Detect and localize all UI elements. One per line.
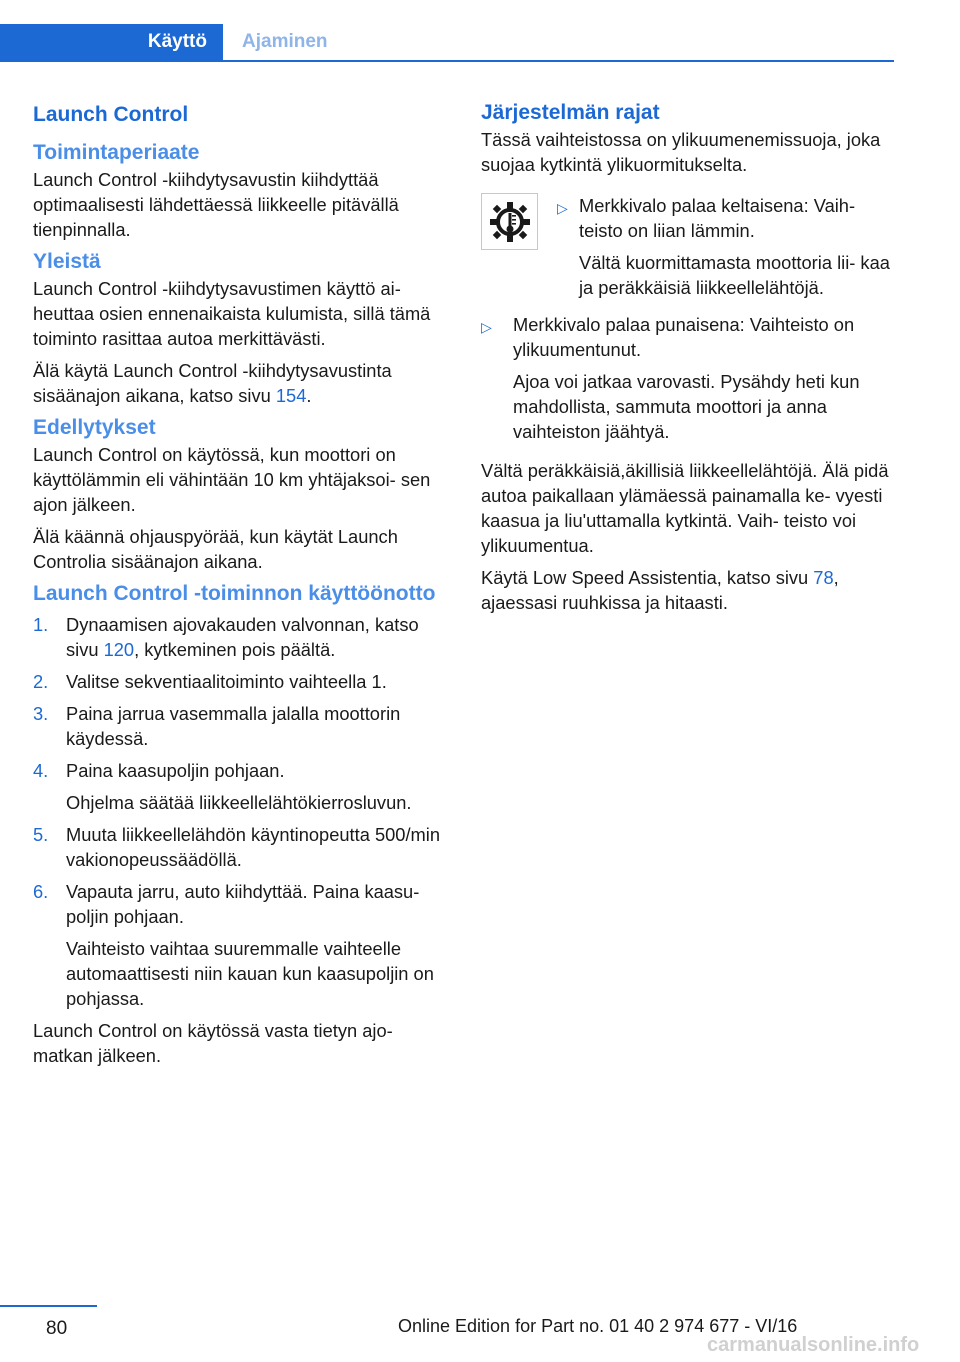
heading-kayttoonotto: Launch Control -toiminnon käyttöönotto [33, 582, 436, 605]
list-item [33, 822, 448, 872]
chapter-tabbar [0, 24, 894, 62]
paragraph [33, 358, 448, 408]
list-item [33, 879, 448, 1011]
heading-edellytykset: Edellytykset [33, 416, 156, 439]
text: Muuta liikkeellelähdön käyntinopeutta 500/min vakionopeussäädöllä. [66, 824, 440, 870]
tab-underline [0, 60, 894, 62]
left-column [33, 100, 448, 1075]
step-number: 2. [33, 671, 49, 692]
paragraph: Launch Control -kiihdytysavustimen käyttö ai‐ heuttaa osien ennenaikaista kulumista, sillä tämä toiminto rasittaa autoa merkittävästi. [33, 278, 431, 349]
text: Älä käytä Launch Control -kiihdytysavustinta sisäänajon aikana, katso sivu [33, 360, 392, 406]
text: Paina jarrua vasemmalla jalalla moottorin käydessä. [66, 703, 401, 749]
right-column [481, 100, 896, 622]
text: Käytä Low Speed Assistentia, katso sivu [481, 567, 814, 588]
text: Dynaamisen ajovakauden valvonnan, katso sivu [66, 614, 419, 660]
watermark: carmanualsonline.info [707, 1334, 920, 1356]
paragraph: Älä käännä ohjauspyörää, kun käytät Launch Controlia sisäänajon aikana. [33, 526, 398, 572]
warning-block [481, 193, 896, 300]
list-item [33, 758, 448, 815]
paragraph [481, 565, 896, 615]
heading-toimintaperiaate: Toimintaperiaate [33, 141, 200, 164]
footer-rule [0, 1305, 97, 1307]
edition-note: Online Edition for Part no. 01 40 2 974 677 - VI/16 [398, 1316, 798, 1336]
text: , kytkeminen pois päältä. [134, 639, 336, 660]
page-number: 80 [46, 1318, 68, 1339]
gearbox-temperature-icon [481, 193, 538, 250]
step-number: 5. [33, 824, 49, 845]
step-number: 1. [33, 614, 49, 635]
step-note: Ohjelma säätää liikkeellelähtökierrosluvun. [66, 792, 412, 813]
paragraph: Merkkivalo palaa punaisena: Vaihteisto on ylikuumentunut. [513, 314, 855, 360]
step-note: Vaihteisto vaihtaa suuremmalle vaihteelle automaattisesti niin kauan kun kaasupoljin on pohjassa. [66, 938, 434, 1009]
text: Valitse sekventiaalitoiminto vaihteella 1. [66, 671, 387, 692]
triangle-bullet-icon: ▷ [481, 319, 492, 335]
text: , ajaessasi ruuhkissa ja hitaasti. [481, 567, 839, 613]
paragraph: Vältä peräkkäisiä,äkillisiä liikkeellelähtöjä. Älä pidä autoa paikallaan ylämäessä painamalla ke‐ vyesti kaasua ja liu'uttamalla kytkintä. Vaih‐ teisto voi ylikuumentua. [481, 460, 889, 556]
page-link-78[interactable]: 78 [813, 567, 834, 588]
page-link-120[interactable]: 120 [103, 639, 135, 660]
paragraph: Tässä vaihteistossa on ylikuumenemissuoja, joka suojaa kytkintä ylikuormitukselta. [481, 129, 881, 175]
paragraph: Launch Control -kiihdytysavustin kiihdyttää optimaalisesti lähdettäessä liikkeelle pitävällä tienpinnalla. [33, 169, 399, 240]
step-number: 4. [33, 760, 49, 781]
triangle-bullet-icon: ▷ [557, 200, 568, 216]
tab-ajaminen[interactable]: Ajaminen [242, 31, 328, 52]
warning-bullet-red [481, 312, 896, 444]
tab-kaytto[interactable]: Käyttö [0, 24, 223, 60]
text: Paina kaasupoljin pohjaan. [66, 760, 285, 781]
paragraph: Launch Control on käytössä, kun moottori on käyttölämmin eli vähintään 10 km yhtäjaksoi‐ sen ajon jälkeen. [33, 444, 431, 515]
list-item [33, 612, 448, 662]
paragraph: Merkkivalo palaa keltaisena: Vaih‐ teisto on liian lämmin. [579, 195, 856, 241]
heading-jarjestelman-rajat: Järjestelmän rajat [481, 101, 660, 124]
step-number: 3. [33, 703, 49, 724]
text: . [306, 385, 312, 406]
paragraph: Ajoa voi jatkaa varovasti. Pysähdy heti kun mahdollista, sammuta moottori ja anna vaihteiston jäähtyä. [513, 371, 860, 442]
steps-list [33, 612, 448, 1011]
text: Vapauta jarru, auto kiihdyttää. Paina kaasu‐ poljin pohjaan. [66, 881, 420, 927]
heading-yleista: Yleistä [33, 250, 101, 273]
list-item [33, 669, 448, 694]
paragraph: Vältä kuormittamasta moottoria lii‐ kaa ja peräkkäisiä liikkeellelähtöjä. [579, 252, 890, 298]
list-item [33, 701, 448, 751]
warning-bullet-yellow [557, 193, 896, 300]
step-number: 6. [33, 881, 49, 902]
paragraph: Launch Control on käytössä vasta tietyn ajo‐ matkan jälkeen. [33, 1020, 393, 1066]
section-title: Launch Control [33, 103, 189, 126]
page-link-154[interactable]: 154 [275, 385, 307, 406]
